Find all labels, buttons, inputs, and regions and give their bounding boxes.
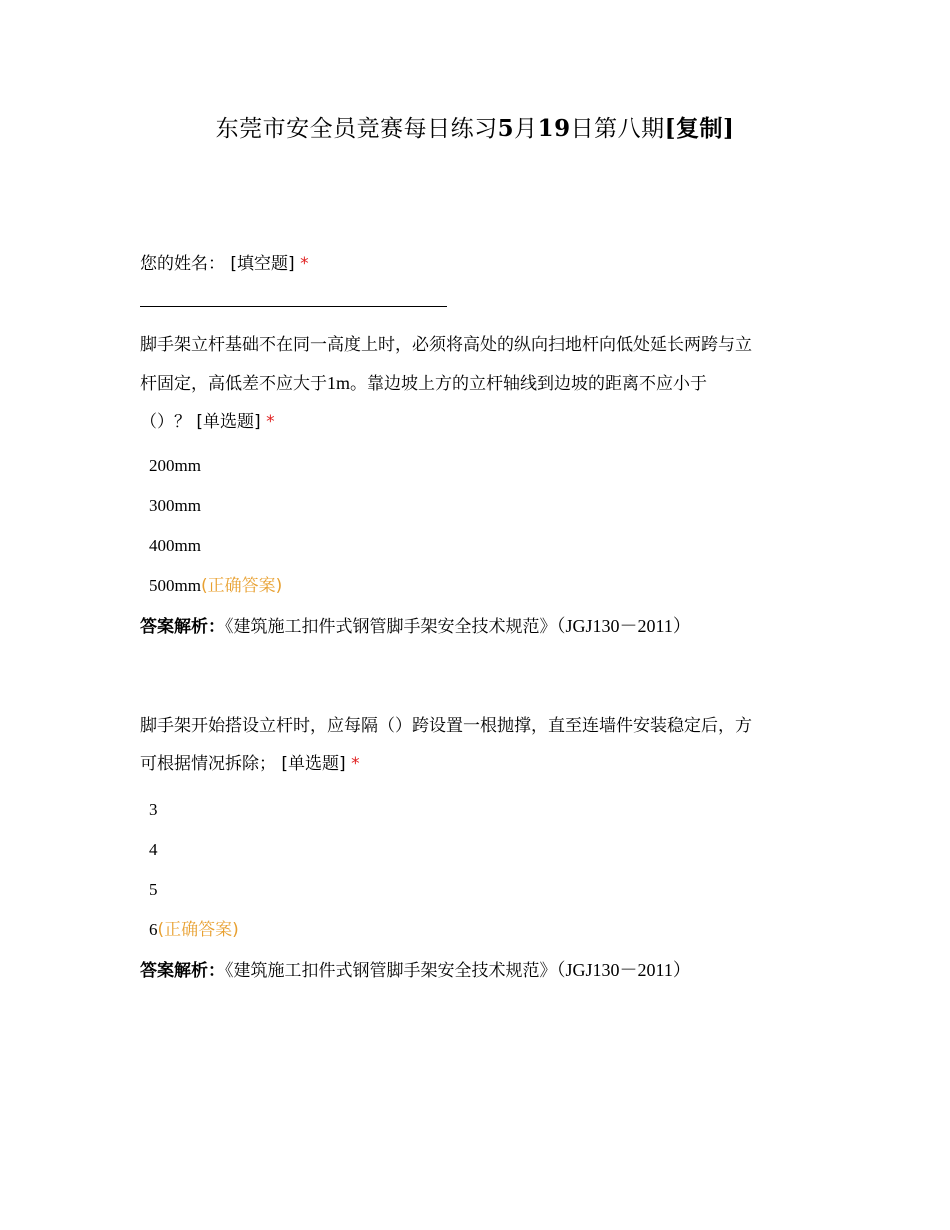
option-label: 5 [149, 880, 158, 899]
required-mark: * [351, 754, 360, 774]
question-type: [单选题] [281, 754, 346, 774]
question-1-text-line1: 脚手架立杆基础不在同一高度上时，必须将高处的纵向扫地杆向低处延长两跨与立 [140, 335, 752, 355]
correct-answer-tag: (正确答案) [200, 576, 283, 596]
question-1-analysis [140, 614, 691, 639]
question-1-text-line3 [140, 403, 820, 441]
analysis-text: 《建筑施工扣件式钢管脚手架安全技术规范》 [225, 961, 557, 981]
question-2-option-correct[interactable] [149, 918, 239, 942]
option-label: 200mm [149, 456, 201, 475]
analysis-label: 答案解析： [140, 617, 225, 637]
name-answer-line[interactable] [140, 306, 447, 307]
question-2-option[interactable] [149, 878, 158, 902]
analysis-code: （JGJ130－2011） [556, 960, 691, 980]
question-1 [140, 326, 820, 441]
title-copy-tag: [复制] [664, 115, 735, 142]
question-1-option[interactable] [149, 454, 201, 478]
question-type: [填空题] [230, 254, 295, 274]
option-label: 6 [149, 920, 158, 939]
page-title [0, 110, 950, 143]
name-question [140, 245, 820, 283]
title-day: 19 [537, 115, 571, 142]
analysis-code: （JGJ130－2011） [556, 616, 691, 636]
name-question-label: 您的姓名： [140, 254, 225, 274]
question-1-height-value: 1m [327, 373, 351, 393]
question-type: [单选题] [196, 412, 261, 432]
option-label: 400mm [149, 536, 201, 555]
analysis-label: 答案解析： [140, 961, 225, 981]
required-mark: * [266, 412, 275, 432]
question-2-text-part: 可根据情况拆除； [140, 754, 276, 774]
question-1-option[interactable] [149, 494, 201, 518]
option-label: 4 [149, 840, 158, 859]
correct-answer-tag: (正确答案) [157, 920, 239, 940]
title-month-char: 月 [514, 116, 538, 142]
title-text: 东莞市安全员竞赛每日练习 [215, 116, 498, 142]
option-label: 500mm [149, 576, 201, 595]
question-2-option[interactable] [149, 838, 158, 862]
question-1-text-part: 杆固定，高低差不应大于 [140, 374, 327, 394]
question-1-option[interactable] [149, 534, 201, 558]
option-label: 300mm [149, 496, 201, 515]
question-1-text-part: 。靠边坡上方的立杆轴线到边坡的距离不应小于 [350, 374, 708, 394]
analysis-text: 《建筑施工扣件式钢管脚手架安全技术规范》 [225, 617, 557, 637]
question-2 [140, 707, 820, 783]
question-2-text-line1: 脚手架开始搭设立杆时，应每隔（）跨设置一根抛撑，直至连墙件安装稳定后，方 [140, 716, 752, 736]
option-label: 3 [149, 800, 158, 819]
question-2-option[interactable] [149, 798, 158, 822]
title-issue: 日第八期 [570, 116, 665, 142]
question-1-blank: （）？ [140, 412, 191, 432]
question-1-text-line2 [140, 364, 820, 403]
question-1-option-correct[interactable] [149, 574, 282, 598]
required-mark: * [300, 254, 309, 274]
title-month: 5 [497, 115, 515, 142]
question-2-text-line2 [140, 745, 820, 783]
question-2-analysis [140, 958, 691, 983]
